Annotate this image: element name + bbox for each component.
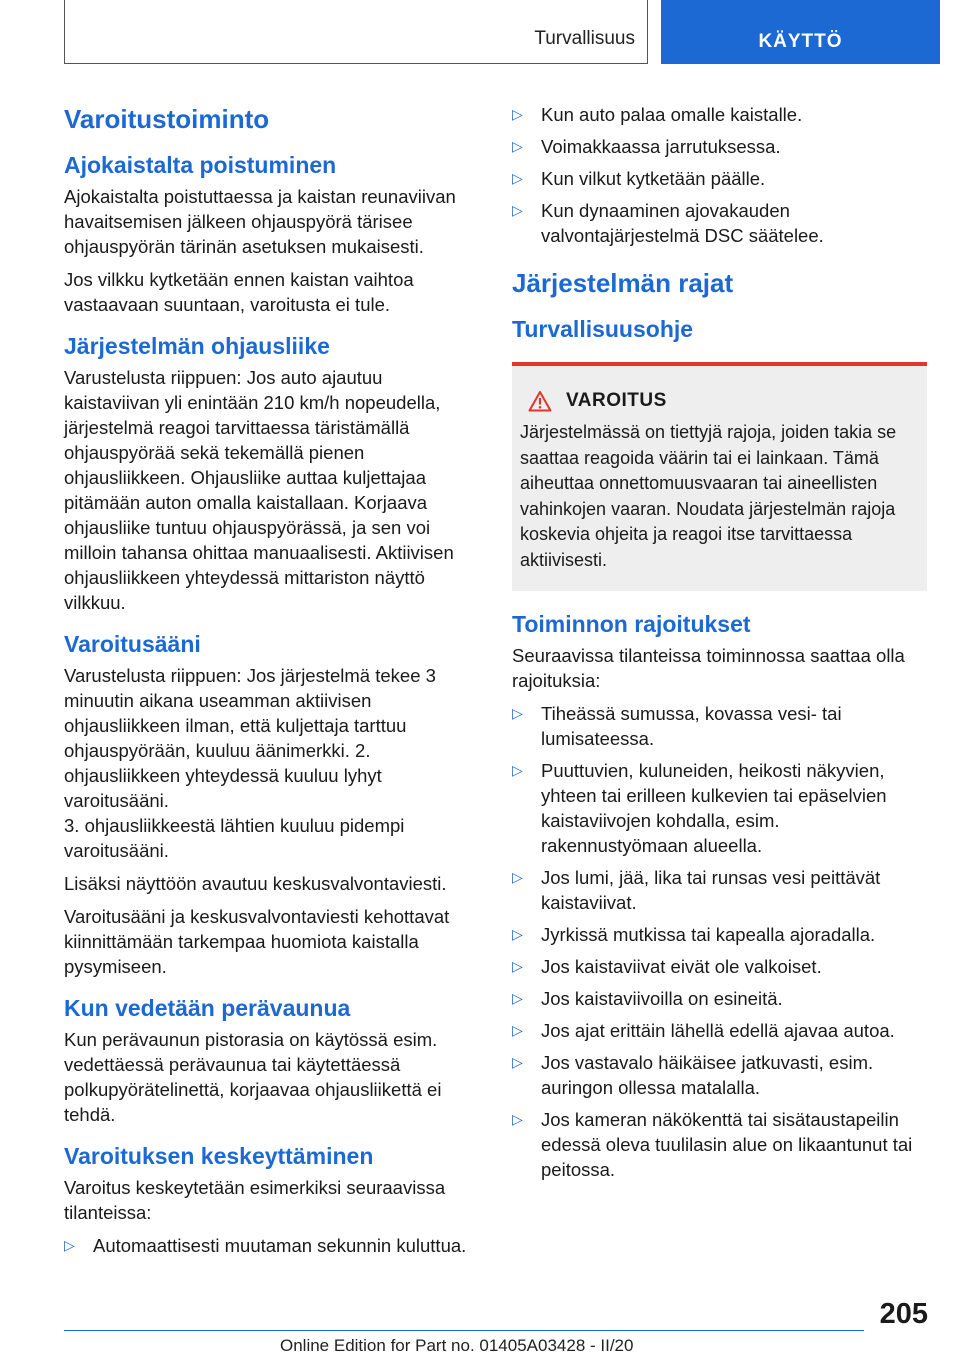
triangle-bullet-icon: ▷ <box>512 106 523 122</box>
paragraph: Ajokaistalta poistuttaessa ja kaistan reunaviivan havaitsemisen jälkeen ohjauspyörä tärisee ohjauspyörän tärinän asetuksen mukaisesti. <box>64 186 456 257</box>
list-item <box>64 1233 479 1258</box>
section-heading: Kun vedetään perävaunua <box>64 995 351 1021</box>
paragraph: Jos vilkku kytketään ennen kaistan vaihtoa vastaavaan suuntaan, varoitusta ei tule. <box>64 269 414 315</box>
section-title: Järjestelmän rajat <box>512 268 734 298</box>
list-item <box>512 922 927 947</box>
list-item <box>512 134 927 159</box>
list-item <box>512 865 927 915</box>
list-item <box>512 198 927 248</box>
bullet-list <box>512 701 927 1182</box>
warning-triangle-icon <box>528 390 552 412</box>
list-item <box>512 954 927 979</box>
list-item-text: Kun dynaaminen ajovakauden valvontajärjestelmä DSC säätelee. <box>541 200 824 246</box>
triangle-bullet-icon: ▷ <box>512 202 523 218</box>
paragraph: Lisäksi näyttöön avautuu keskusvalvontaviesti. <box>64 873 447 894</box>
list-item <box>512 1107 927 1182</box>
triangle-bullet-icon: ▷ <box>512 138 523 154</box>
chapter-tab[interactable]: KÄYTTÖ <box>661 0 940 64</box>
triangle-bullet-icon: ▷ <box>512 926 523 942</box>
paragraph-part: Varustelusta riippuen: Jos järjestelmä tekee 3 minuutin aikana useamman aktiivisen ohjausliikkeen ilman, että kuljettaja tarttuu ohjauspyörään, kuuluu äänimerkki. 2. ohjausliikkeen yhteydessä kuuluu lyhyt varoitusääni. <box>64 665 436 811</box>
warning-title <box>528 390 919 412</box>
list-item-text: Jos ajat erittäin lähellä edellä ajavaa autoa. <box>541 1020 895 1041</box>
left-column <box>64 96 479 1266</box>
list-item-text: Kun vilkut kytketään päälle. <box>541 168 766 189</box>
triangle-bullet-icon: ▷ <box>512 869 523 885</box>
list-item <box>512 986 927 1011</box>
list-item-text: Jos vastavalo häikäisee jatkuvasti, esim. auringon ollessa matalalla. <box>541 1052 874 1098</box>
list-item-text: Tiheässä sumussa, kovassa vesi- tai lumisateessa. <box>541 703 842 749</box>
warning-box <box>512 362 927 591</box>
triangle-bullet-icon: ▷ <box>512 1022 523 1038</box>
section-heading: Varoitusääni <box>64 631 201 657</box>
paragraph: 3. ohjausliikkeestä lähtien kuuluu pidempi varoitusääni. <box>64 815 405 861</box>
list-item-text: Puuttuvien, kuluneiden, heikosti näkyvien, yhteen tai erilleen kulkevien tai epäselvien kaistaviivojen kohdalla, esim. rakennustyömaan alueella. <box>541 760 887 856</box>
list-item-text: Jos kaistaviivoilla on esineitä. <box>541 988 783 1009</box>
section-heading: Järjestelmän ohjausliike <box>64 333 330 359</box>
list-item <box>512 758 927 858</box>
triangle-bullet-icon: ▷ <box>512 705 523 721</box>
section-heading: Ajokaistalta poistuminen <box>64 152 337 178</box>
page-number: 205 <box>879 1298 928 1330</box>
bullet-list <box>64 1233 479 1258</box>
footer-edition: Online Edition for Part no. 01405A03428 - II/20 <box>280 1336 634 1355</box>
section-heading: Varoituksen keskeyttäminen <box>64 1143 374 1169</box>
list-item-text: Jyrkissä mutkissa tai kapealla ajoradalla. <box>541 924 876 945</box>
list-item <box>512 1018 927 1043</box>
list-item <box>512 1050 927 1100</box>
triangle-bullet-icon: ▷ <box>512 1111 523 1127</box>
list-item-text: Jos kaistaviivat eivät ole valkoiset. <box>541 956 822 977</box>
right-column <box>512 96 927 1190</box>
list-item <box>512 166 927 191</box>
triangle-bullet-icon: ▷ <box>512 762 523 778</box>
bullet-list <box>512 102 927 248</box>
list-item-text: Automaattisesti muutaman sekunnin kuluttua. <box>93 1235 467 1256</box>
paragraph: Varustelusta riippuen: Jos auto ajautuu kaistaviivan yli enintään 210 km/h nopeudella, järjestelmä reagoi tarvittaessa täristämällä ohjauspyörää sekä tekemällä pienen ohjausliikkeen. Ohjausliike auttaa kuljettajaa pitämään auton omalla kaistallaan. Korjaava ohjausliike tuntuu ohjauspyörässä, ja sen voi milloin tahansa ohittaa manuaalisesti. Aktiivisen ohjausliikkeen yhteydessä mittariston näyttö vilkkuu. <box>64 367 454 613</box>
paragraph: Seuraavissa tilanteissa toiminnossa saattaa olla rajoituksia: <box>512 645 905 691</box>
section-heading: Turvallisuusohje <box>512 316 694 342</box>
paragraph: Varoitusääni ja keskusvalvontaviesti kehottavat kiinnittämään tarkempaa huomiota kaistalla pysymiseen. <box>64 906 450 977</box>
list-item <box>512 102 927 127</box>
triangle-bullet-icon: ▷ <box>512 1054 523 1070</box>
section-heading: Toiminnon rajoitukset <box>512 611 751 637</box>
warning-title-text: VAROITUS <box>566 390 667 411</box>
list-item-text: Kun auto palaa omalle kaistalle. <box>541 104 803 125</box>
paragraph <box>64 663 479 813</box>
triangle-bullet-icon: ▷ <box>512 958 523 974</box>
warning-text: Järjestelmässä on tiettyjä rajoja, joiden takia se saattaa reagoida väärin tai ei lainkaan. Tämä aiheuttaa onnettomuusvaaran tai aineellisten vahinkojen vaaran. Noudata järjestelmän rajoja koskevia ohjeita ja reagoi itse tarvittaessa aktiivisesti. <box>520 422 897 570</box>
footer-divider <box>64 1330 864 1331</box>
list-item-text: Jos kameran näkökenttä tai sisätaustapeilin edessä oleva tuulilasin alue on likaantunut tai peitossa. <box>541 1109 913 1180</box>
list-item-text: Jos lumi, jää, lika tai runsas vesi peittävät kaistaviivat. <box>541 867 881 913</box>
list-item-text: Voimakkaassa jarrutuksessa. <box>541 136 781 157</box>
triangle-bullet-icon: ▷ <box>512 990 523 1006</box>
triangle-bullet-icon: ▷ <box>64 1237 75 1253</box>
paragraph: Varoitus keskeytetään esimerkiksi seuraavissa tilanteissa: <box>64 1177 446 1223</box>
list-item <box>512 701 927 751</box>
paragraph: Kun perävaunun pistorasia on käytössä esim. vedettäessä perävaunua tai käytettäessä polkupyörätelinettä, korjaavaa ohjausliikettä ei tehdä. <box>64 1029 442 1125</box>
header-section-title: Turvallisuus <box>534 28 635 49</box>
page-title: Varoitustoiminto <box>64 104 270 134</box>
triangle-bullet-icon: ▷ <box>512 170 523 186</box>
